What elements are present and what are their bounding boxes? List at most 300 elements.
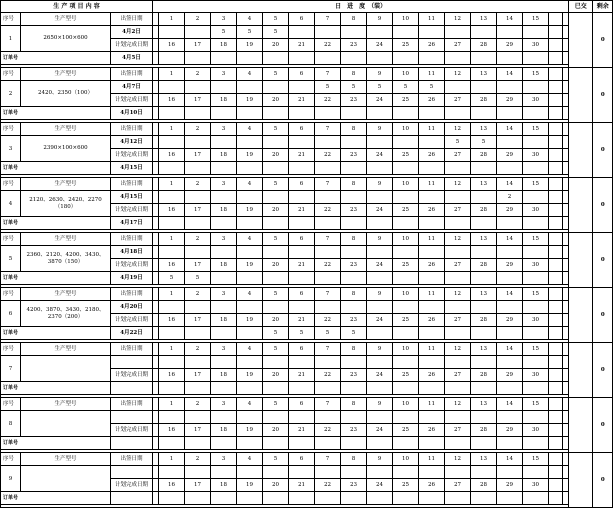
progress-cell[interactable] <box>289 466 315 479</box>
progress-cell[interactable] <box>523 217 549 230</box>
progress-cell[interactable] <box>497 437 523 450</box>
progress-cell[interactable] <box>315 301 341 314</box>
progress-cell[interactable] <box>497 136 523 149</box>
progress-cell[interactable]: 5 <box>315 327 341 340</box>
progress-cell[interactable] <box>159 26 185 39</box>
progress-cell[interactable] <box>159 437 185 450</box>
progress-cell[interactable] <box>393 52 419 65</box>
progress-cell[interactable]: 5 <box>419 81 445 94</box>
progress-cell[interactable] <box>211 466 237 479</box>
progress-cell[interactable] <box>445 356 471 369</box>
progress-cell[interactable] <box>367 107 393 120</box>
day-number: 27 <box>445 94 471 107</box>
progress-cell[interactable] <box>367 272 393 285</box>
progress-cell[interactable] <box>211 81 237 94</box>
progress-cell[interactable] <box>237 466 263 479</box>
progress-cell[interactable] <box>341 492 367 505</box>
progress-cell[interactable] <box>289 272 315 285</box>
progress-cell[interactable] <box>445 492 471 505</box>
progress-cell[interactable]: 5 <box>367 81 393 94</box>
progress-cell[interactable] <box>367 26 393 39</box>
progress-cell[interactable] <box>159 466 185 479</box>
progress-cell[interactable] <box>289 411 315 424</box>
progress-cell[interactable] <box>523 382 549 395</box>
progress-cell[interactable] <box>185 191 211 204</box>
progress-cell[interactable] <box>419 382 445 395</box>
progress-cell[interactable] <box>419 52 445 65</box>
progress-cell[interactable] <box>497 356 523 369</box>
progress-cell[interactable] <box>497 52 523 65</box>
progress-cell[interactable] <box>471 217 497 230</box>
progress-cell[interactable] <box>341 272 367 285</box>
progress-cell[interactable] <box>159 162 185 175</box>
progress-cell[interactable] <box>211 107 237 120</box>
day-number: 25 <box>393 424 419 437</box>
progress-cell[interactable] <box>185 356 211 369</box>
progress-cell[interactable] <box>419 301 445 314</box>
progress-cell[interactable] <box>263 136 289 149</box>
progress-cell[interactable]: 5 <box>185 272 211 285</box>
progress-cell[interactable]: 5 <box>263 327 289 340</box>
day-number: 6 <box>289 343 315 356</box>
progress-cell[interactable] <box>497 411 523 424</box>
progress-cell[interactable] <box>523 52 549 65</box>
progress-cell[interactable] <box>471 466 497 479</box>
progress-cell[interactable] <box>367 191 393 204</box>
progress-cell[interactable] <box>211 246 237 259</box>
progress-cell[interactable] <box>315 492 341 505</box>
progress-cell[interactable] <box>315 107 341 120</box>
progress-cell[interactable] <box>289 217 315 230</box>
progress-cell[interactable] <box>185 492 211 505</box>
progress-cell[interactable] <box>237 81 263 94</box>
progress-cell[interactable] <box>237 52 263 65</box>
progress-cell[interactable] <box>523 191 549 204</box>
progress-cell[interactable] <box>159 246 185 259</box>
progress-cell[interactable] <box>367 437 393 450</box>
progress-cell[interactable] <box>315 52 341 65</box>
progress-cell[interactable] <box>523 411 549 424</box>
progress-cell[interactable] <box>185 217 211 230</box>
progress-cell[interactable] <box>393 437 419 450</box>
day-number: 18 <box>211 314 237 327</box>
progress-cell[interactable] <box>367 356 393 369</box>
progress-cell[interactable] <box>289 107 315 120</box>
progress-cell[interactable] <box>341 52 367 65</box>
progress-cell[interactable]: 5 <box>263 26 289 39</box>
day-number: 7 <box>315 343 341 356</box>
spacer-cell <box>563 369 569 382</box>
progress-cell[interactable] <box>263 437 289 450</box>
progress-cell[interactable] <box>523 81 549 94</box>
progress-cell[interactable] <box>263 492 289 505</box>
progress-cell[interactable] <box>367 52 393 65</box>
progress-cell[interactable] <box>289 301 315 314</box>
progress-cell[interactable] <box>393 492 419 505</box>
spacer-cell <box>563 26 569 39</box>
progress-cell[interactable] <box>341 411 367 424</box>
progress-cell[interactable] <box>237 356 263 369</box>
progress-cell[interactable] <box>497 301 523 314</box>
progress-cell[interactable] <box>419 492 445 505</box>
progress-cell[interactable] <box>263 217 289 230</box>
progress-cell[interactable] <box>471 382 497 395</box>
day-number: 5 <box>263 178 289 191</box>
progress-cell[interactable] <box>393 162 419 175</box>
progress-cell[interactable] <box>237 191 263 204</box>
progress-cell[interactable] <box>445 301 471 314</box>
progress-cell[interactable] <box>159 356 185 369</box>
progress-cell[interactable] <box>393 191 419 204</box>
progress-cell[interactable] <box>211 162 237 175</box>
progress-cell[interactable] <box>237 437 263 450</box>
progress-cell[interactable] <box>159 492 185 505</box>
day-number: 13 <box>471 13 497 26</box>
progress-cell[interactable] <box>315 356 341 369</box>
progress-cell[interactable] <box>211 411 237 424</box>
progress-cell[interactable] <box>341 246 367 259</box>
progress-cell[interactable] <box>237 411 263 424</box>
progress-cell[interactable] <box>419 191 445 204</box>
remaining-value: 0 <box>593 288 613 343</box>
day-number: 3 <box>211 288 237 301</box>
progress-cell[interactable] <box>523 437 549 450</box>
progress-cell[interactable] <box>263 301 289 314</box>
progress-cell[interactable] <box>471 327 497 340</box>
progress-cell[interactable]: 5 <box>341 81 367 94</box>
progress-cell[interactable] <box>497 162 523 175</box>
progress-cell[interactable] <box>263 356 289 369</box>
day-number: 20 <box>263 314 289 327</box>
progress-cell[interactable] <box>523 272 549 285</box>
progress-cell[interactable] <box>185 411 211 424</box>
progress-cell[interactable] <box>289 52 315 65</box>
progress-cell[interactable] <box>211 52 237 65</box>
day-number: 11 <box>419 178 445 191</box>
progress-cell[interactable] <box>237 136 263 149</box>
progress-cell[interactable] <box>419 26 445 39</box>
progress-cell[interactable] <box>471 301 497 314</box>
progress-cell[interactable] <box>237 272 263 285</box>
progress-cell[interactable] <box>237 107 263 120</box>
progress-cell[interactable] <box>185 437 211 450</box>
progress-cell[interactable] <box>523 26 549 39</box>
progress-cell[interactable] <box>367 246 393 259</box>
progress-cell[interactable] <box>263 81 289 94</box>
progress-cell[interactable] <box>393 411 419 424</box>
progress-cell[interactable]: 5 <box>471 136 497 149</box>
progress-cell[interactable] <box>263 162 289 175</box>
progress-cell[interactable] <box>419 411 445 424</box>
progress-cell[interactable] <box>367 136 393 149</box>
delivered-cell[interactable] <box>569 398 593 453</box>
progress-cell[interactable] <box>237 301 263 314</box>
progress-cell[interactable] <box>341 136 367 149</box>
progress-cell[interactable] <box>393 356 419 369</box>
progress-cell[interactable] <box>159 301 185 314</box>
progress-cell[interactable] <box>185 81 211 94</box>
progress-cell[interactable] <box>289 492 315 505</box>
progress-cell[interactable] <box>185 301 211 314</box>
progress-cell[interactable] <box>315 272 341 285</box>
progress-cell[interactable]: 2 <box>497 191 523 204</box>
delivered-cell[interactable] <box>569 13 593 68</box>
progress-cell[interactable] <box>211 272 237 285</box>
progress-cell[interactable] <box>289 26 315 39</box>
progress-cell[interactable] <box>185 466 211 479</box>
progress-cell[interactable] <box>185 246 211 259</box>
progress-cell[interactable] <box>185 327 211 340</box>
progress-cell[interactable] <box>341 356 367 369</box>
progress-cell[interactable] <box>315 466 341 479</box>
progress-cell[interactable] <box>263 382 289 395</box>
progress-cell[interactable]: 5 <box>341 327 367 340</box>
progress-cell[interactable] <box>315 437 341 450</box>
progress-cell[interactable] <box>523 246 549 259</box>
progress-cell[interactable] <box>211 492 237 505</box>
progress-cell[interactable] <box>315 411 341 424</box>
progress-cell[interactable]: 5 <box>237 26 263 39</box>
progress-cell[interactable] <box>445 107 471 120</box>
progress-cell[interactable] <box>211 437 237 450</box>
progress-cell[interactable] <box>263 52 289 65</box>
progress-cell[interactable] <box>341 107 367 120</box>
progress-cell[interactable] <box>367 411 393 424</box>
progress-cell[interactable] <box>185 382 211 395</box>
progress-cell[interactable]: 5 <box>211 26 237 39</box>
progress-cell[interactable] <box>471 246 497 259</box>
progress-cell[interactable] <box>263 411 289 424</box>
progress-cell[interactable] <box>315 217 341 230</box>
progress-cell[interactable]: 5 <box>393 81 419 94</box>
progress-cell[interactable] <box>289 246 315 259</box>
progress-cell[interactable] <box>419 162 445 175</box>
progress-cell[interactable] <box>419 107 445 120</box>
progress-cell[interactable] <box>471 52 497 65</box>
progress-cell[interactable] <box>445 411 471 424</box>
progress-cell[interactable] <box>445 246 471 259</box>
progress-cell[interactable] <box>445 52 471 65</box>
progress-cell[interactable]: 5 <box>445 136 471 149</box>
progress-cell[interactable] <box>159 382 185 395</box>
progress-cell[interactable] <box>159 191 185 204</box>
progress-cell[interactable] <box>237 327 263 340</box>
progress-cell[interactable] <box>471 356 497 369</box>
delivered-cell[interactable] <box>569 178 593 233</box>
progress-cell[interactable] <box>393 272 419 285</box>
progress-cell[interactable] <box>211 382 237 395</box>
progress-cell[interactable] <box>159 411 185 424</box>
progress-cell[interactable] <box>419 217 445 230</box>
progress-cell[interactable] <box>523 136 549 149</box>
progress-cell[interactable] <box>341 191 367 204</box>
progress-cell[interactable] <box>393 136 419 149</box>
progress-cell[interactable] <box>393 466 419 479</box>
progress-cell[interactable] <box>237 162 263 175</box>
progress-cell[interactable] <box>263 107 289 120</box>
progress-cell[interactable] <box>471 107 497 120</box>
progress-cell[interactable] <box>185 26 211 39</box>
progress-cell[interactable] <box>211 327 237 340</box>
progress-cell[interactable] <box>523 162 549 175</box>
progress-cell[interactable] <box>445 81 471 94</box>
progress-cell[interactable] <box>523 356 549 369</box>
delivered-cell[interactable] <box>569 123 593 178</box>
progress-cell[interactable] <box>185 136 211 149</box>
progress-cell[interactable] <box>419 272 445 285</box>
progress-cell[interactable] <box>341 217 367 230</box>
progress-cell[interactable] <box>263 246 289 259</box>
progress-cell[interactable] <box>367 162 393 175</box>
progress-cell[interactable] <box>497 246 523 259</box>
progress-cell[interactable] <box>341 382 367 395</box>
progress-cell[interactable] <box>445 437 471 450</box>
progress-cell[interactable] <box>445 26 471 39</box>
progress-cell[interactable] <box>367 492 393 505</box>
delivered-cell[interactable] <box>569 233 593 288</box>
progress-cell[interactable] <box>211 301 237 314</box>
day-number: 25 <box>393 94 419 107</box>
progress-cell[interactable] <box>393 26 419 39</box>
progress-cell[interactable] <box>497 272 523 285</box>
progress-cell[interactable] <box>159 81 185 94</box>
progress-cell[interactable] <box>497 107 523 120</box>
progress-cell[interactable] <box>471 191 497 204</box>
progress-cell[interactable] <box>497 81 523 94</box>
progress-cell[interactable] <box>289 382 315 395</box>
progress-cell[interactable] <box>159 327 185 340</box>
progress-cell[interactable] <box>185 107 211 120</box>
progress-cell[interactable] <box>419 246 445 259</box>
progress-cell[interactable] <box>315 26 341 39</box>
progress-cell[interactable]: 5 <box>289 327 315 340</box>
progress-cell[interactable] <box>445 466 471 479</box>
progress-cell[interactable] <box>159 52 185 65</box>
progress-cell[interactable] <box>289 437 315 450</box>
progress-cell[interactable] <box>393 107 419 120</box>
progress-cell[interactable] <box>263 191 289 204</box>
progress-cell[interactable] <box>211 356 237 369</box>
progress-cell[interactable] <box>289 356 315 369</box>
progress-cell[interactable] <box>419 437 445 450</box>
progress-cell[interactable] <box>445 382 471 395</box>
progress-cell[interactable] <box>523 301 549 314</box>
progress-cell[interactable] <box>497 466 523 479</box>
progress-cell[interactable] <box>159 107 185 120</box>
progress-cell[interactable] <box>237 246 263 259</box>
progress-cell[interactable] <box>445 327 471 340</box>
progress-cell[interactable] <box>497 492 523 505</box>
product-spec: 2390×100×600 <box>21 136 111 162</box>
progress-cell[interactable] <box>237 492 263 505</box>
progress-cell[interactable] <box>523 492 549 505</box>
progress-cell[interactable] <box>289 191 315 204</box>
progress-cell[interactable] <box>419 356 445 369</box>
progress-cell[interactable] <box>393 246 419 259</box>
progress-cell[interactable] <box>393 382 419 395</box>
progress-cell[interactable] <box>367 217 393 230</box>
progress-cell[interactable] <box>471 437 497 450</box>
progress-cell[interactable] <box>315 382 341 395</box>
progress-cell[interactable] <box>367 466 393 479</box>
progress-cell[interactable] <box>263 466 289 479</box>
progress-cell[interactable] <box>523 466 549 479</box>
progress-cell[interactable] <box>289 162 315 175</box>
progress-cell[interactable]: 5 <box>315 81 341 94</box>
progress-cell[interactable] <box>185 162 211 175</box>
progress-cell[interactable] <box>497 382 523 395</box>
progress-cell[interactable] <box>471 492 497 505</box>
next-date-value <box>111 382 153 395</box>
progress-cell[interactable] <box>471 81 497 94</box>
progress-cell[interactable] <box>263 272 289 285</box>
progress-cell[interactable] <box>419 327 445 340</box>
progress-cell[interactable] <box>471 272 497 285</box>
progress-cell[interactable] <box>419 466 445 479</box>
progress-cell[interactable] <box>497 217 523 230</box>
progress-cell[interactable] <box>393 217 419 230</box>
progress-cell[interactable] <box>341 162 367 175</box>
delivered-cell[interactable] <box>569 453 593 508</box>
spacer-cell <box>549 301 563 314</box>
progress-cell[interactable] <box>497 26 523 39</box>
day-number: 4 <box>237 398 263 411</box>
progress-cell[interactable] <box>211 191 237 204</box>
progress-cell[interactable] <box>445 217 471 230</box>
progress-cell[interactable] <box>445 162 471 175</box>
delivered-cell[interactable] <box>569 288 593 343</box>
progress-cell[interactable] <box>315 191 341 204</box>
progress-cell[interactable] <box>367 301 393 314</box>
progress-cell[interactable] <box>159 136 185 149</box>
progress-cell[interactable] <box>315 162 341 175</box>
delivered-cell[interactable] <box>569 343 593 398</box>
progress-cell[interactable] <box>523 327 549 340</box>
progress-cell[interactable] <box>445 272 471 285</box>
progress-cell[interactable]: 5 <box>159 272 185 285</box>
progress-cell[interactable] <box>159 217 185 230</box>
next-date-value: 4月17日 <box>111 217 153 230</box>
progress-cell[interactable] <box>315 246 341 259</box>
day-number: 23 <box>341 149 367 162</box>
progress-cell[interactable] <box>471 162 497 175</box>
progress-cell[interactable] <box>341 466 367 479</box>
delivered-cell[interactable] <box>569 68 593 123</box>
progress-cell[interactable] <box>419 136 445 149</box>
progress-cell[interactable] <box>237 217 263 230</box>
progress-cell[interactable] <box>367 382 393 395</box>
progress-cell[interactable] <box>289 136 315 149</box>
progress-cell[interactable] <box>393 301 419 314</box>
progress-cell[interactable] <box>185 52 211 65</box>
progress-cell[interactable] <box>445 191 471 204</box>
day-number: 15 <box>523 233 549 246</box>
progress-cell[interactable] <box>341 301 367 314</box>
progress-cell[interactable] <box>471 411 497 424</box>
progress-cell[interactable] <box>315 136 341 149</box>
progress-cell[interactable] <box>367 327 393 340</box>
progress-cell[interactable] <box>341 437 367 450</box>
progress-cell[interactable] <box>393 327 419 340</box>
progress-cell[interactable] <box>237 382 263 395</box>
progress-cell[interactable] <box>341 26 367 39</box>
progress-cell[interactable] <box>471 26 497 39</box>
progress-cell[interactable] <box>211 217 237 230</box>
progress-cell[interactable] <box>211 136 237 149</box>
progress-cell[interactable] <box>497 327 523 340</box>
progress-cell[interactable] <box>289 81 315 94</box>
progress-cell[interactable] <box>523 107 549 120</box>
